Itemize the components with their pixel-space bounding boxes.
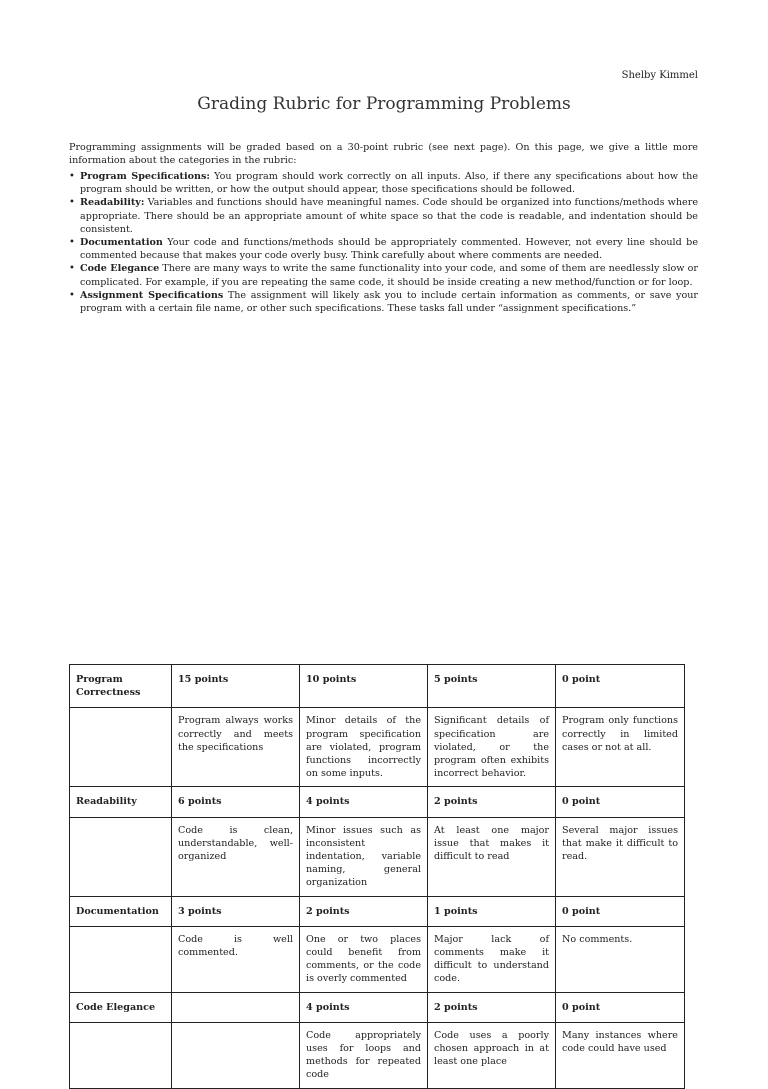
- list-item-text: The assignment will likely ask you to include certain information as comments, or save your program with a certain file name, or other such specifications. These tasks fall under “assignment specifications.”: [80, 289, 699, 315]
- list-item-documentation: [69, 236, 698, 262]
- empty-cell: [70, 817, 172, 896]
- list-item-term: Code Elegance: [80, 263, 160, 275]
- description-cell: Major lack of comments make it difficult to understand code.: [428, 926, 556, 992]
- list-item-text: Your code and functions/methods should be appropriately commented. However, not every line should be commented because that makes your code overly busy. Think carefully about where comments are needed.: [80, 237, 698, 262]
- list-item-text: Variables and functions should have meaningful names. Code should be organized into functions/methods where appropriate. There should be an appropriate amount of white space so that the code is readable, and indentation should be consistent.: [80, 197, 698, 235]
- table-row: [70, 926, 685, 992]
- list-item-text: You program should work correctly on all inputs. Also, if there any specifications about how the program should be written, or how the output should appear, those specifications should be followed.: [80, 171, 698, 196]
- category-cell: Documentation: [70, 896, 172, 926]
- points-cell: 1 points: [428, 896, 556, 926]
- description-cell: Program always works correctly and meets the specifications: [172, 708, 300, 787]
- description-cell: Many instances where code could have used: [556, 1022, 685, 1088]
- description-cell: Minor issues such as inconsistent indentation, variable naming, general organization: [300, 817, 428, 896]
- description-cell: Significant details of specification are violated, or the program often exhibits incorrect behavior.: [428, 708, 556, 787]
- list-item-text: There are many ways to write the same functionality into your code, and some of them are needlessly slow or complicated. For example, if you are repeating the same code, it should be inside creating a new method/function or for loop.: [80, 263, 698, 288]
- table-row: [70, 817, 685, 896]
- description-cell: Program only functions correctly in limited cases or not at all.: [556, 708, 685, 787]
- points-cell: 3 points: [172, 896, 300, 926]
- points-cell: 5 points: [428, 665, 556, 708]
- table-row: [70, 708, 685, 787]
- description-cell: No comments.: [556, 926, 685, 992]
- points-cell: 0 point: [556, 787, 685, 817]
- intro-paragraph: Programming assignments will be graded based on a 30-point rubric (see next page). On this page, we give a little more information about the categories in the rubric:: [69, 142, 698, 166]
- description-cell: Code uses a poorly chosen approach in at least one place: [428, 1022, 556, 1088]
- list-item-assignment-specifications: [69, 289, 698, 315]
- points-cell: 15 points: [172, 665, 300, 708]
- empty-cell: [70, 1022, 172, 1088]
- description-cell: Code appropriately uses for loops and methods for repeated code: [300, 1022, 428, 1088]
- category-list: [69, 170, 698, 315]
- table-row: [70, 787, 685, 817]
- list-item-term: Assignment Specifications: [80, 289, 224, 301]
- description-cell: At least one major issue that makes it difficult to read: [428, 817, 556, 896]
- table-row: [70, 992, 685, 1022]
- document-title: Grading Rubric for Programming Problems: [197, 94, 571, 114]
- description-cell: One or two places could benefit from comments, or the code is overly commented: [300, 926, 428, 992]
- points-cell: 4 points: [300, 992, 428, 1022]
- points-cell: 4 points: [300, 787, 428, 817]
- table-row: [70, 665, 685, 708]
- table-row: [70, 1022, 685, 1088]
- category-cell: Program Correctness: [70, 665, 172, 708]
- empty-cell: [70, 708, 172, 787]
- author-name: Shelby Kimmel: [621, 70, 698, 81]
- points-cell: [172, 992, 300, 1022]
- points-cell: 10 points: [300, 665, 428, 708]
- description-cell: Minor details of the program specification are violated, program functions incorrectly on some inputs.: [300, 708, 428, 787]
- list-item-code-elegance: [69, 262, 698, 288]
- rubric-table: [69, 664, 685, 1089]
- description-cell: Several major issues that make it difficult to read.: [556, 817, 685, 896]
- points-cell: 2 points: [300, 896, 428, 926]
- empty-cell: [70, 926, 172, 992]
- list-item-term: Readability:: [80, 197, 145, 209]
- list-item-program-specifications: [69, 170, 698, 196]
- description-cell: [172, 1022, 300, 1088]
- list-item-term: Program Specifications:: [80, 171, 210, 182]
- points-cell: 0 point: [556, 992, 685, 1022]
- points-cell: 0 point: [556, 896, 685, 926]
- points-cell: 0 point: [556, 665, 685, 708]
- points-cell: 6 points: [172, 787, 300, 817]
- description-cell: Code is clean, understandable, well-organized: [172, 817, 300, 896]
- description-cell: Code is well commented.: [172, 926, 300, 992]
- points-cell: 2 points: [428, 787, 556, 817]
- list-item-term: Documentation: [80, 237, 163, 249]
- category-cell: Readability: [70, 787, 172, 817]
- category-cell: Code Elegance: [70, 992, 172, 1022]
- list-item-readability: [69, 196, 698, 236]
- points-cell: 2 points: [428, 992, 556, 1022]
- table-row: [70, 896, 685, 926]
